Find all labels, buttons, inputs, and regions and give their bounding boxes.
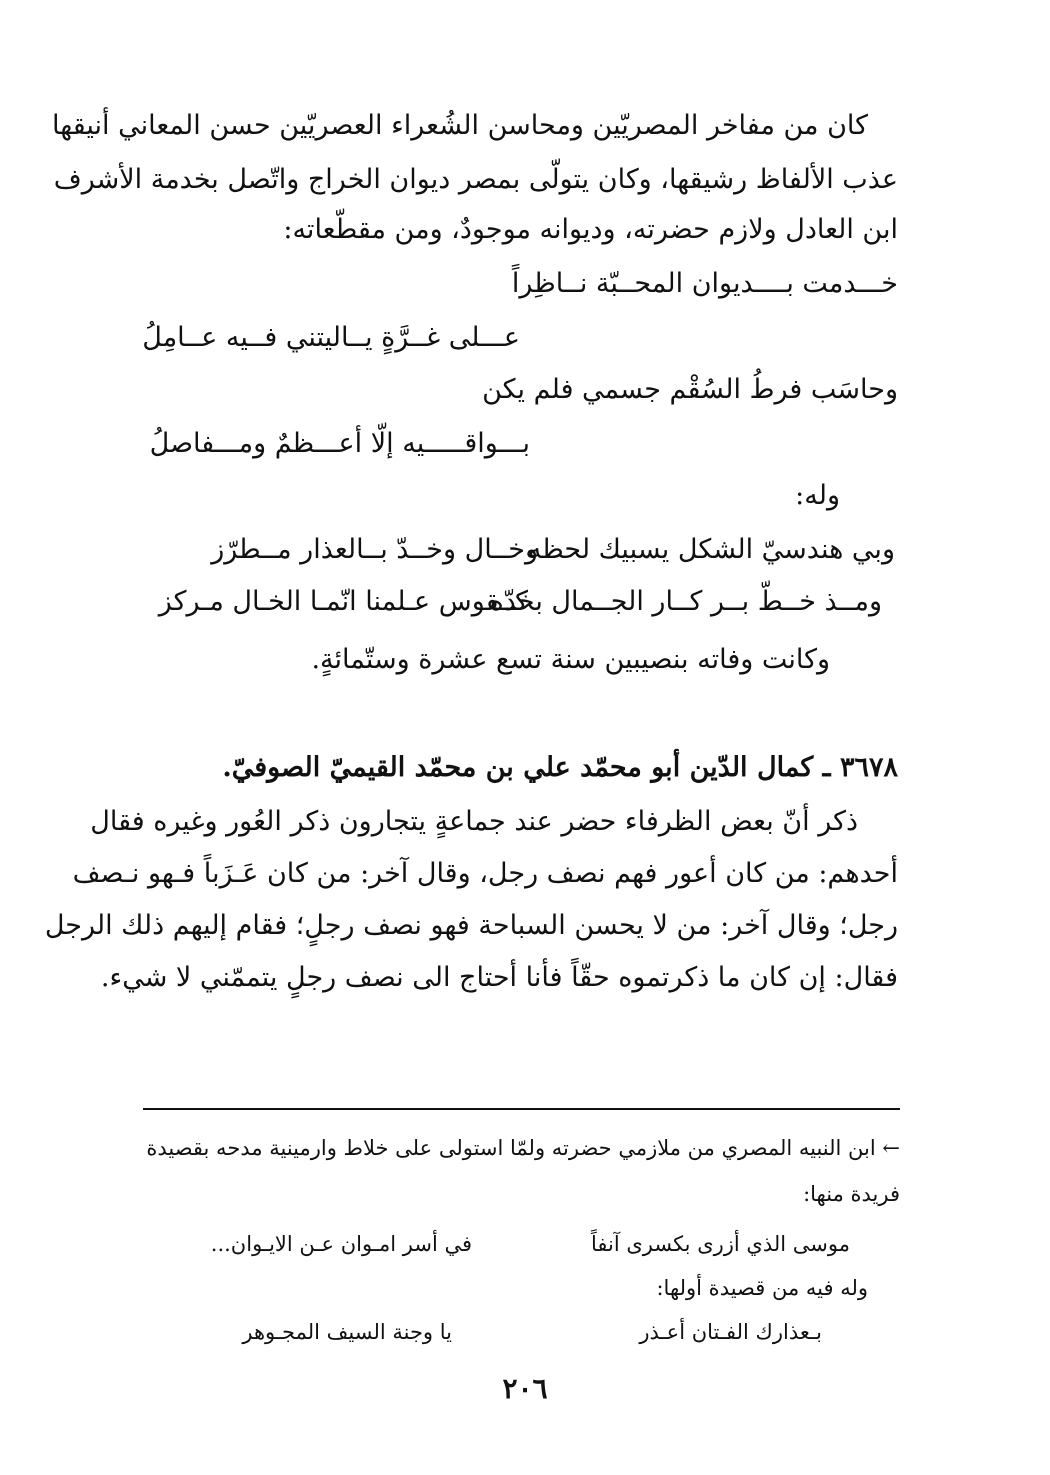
footnote-separator xyxy=(143,1108,900,1110)
poem2-line-1-second: وخــال وخــدّ بــالعذار مــطرّز xyxy=(211,534,538,565)
entry-line-3: رجل؛ وقال آخر: من لا يحسن السباحة فهو نصف رجلٍ؛ فقام إليهم ذلك الرجل xyxy=(44,910,898,941)
poem1-line-2: عـــلى غــرَّةٍ يــاليتني فــيه عــامِلُ xyxy=(142,322,520,353)
wa-lahu-label: وله: xyxy=(795,480,840,511)
poem2-line-1-first: وبي هندسيّ الشكل يسبيك لحظه xyxy=(527,534,895,565)
entry-line-4: فقال: إن كان ما ذكرتموه حقّاً فأنا أحتاج الى نصف رجلٍ يتممّني لا شيء. xyxy=(100,962,898,993)
poem1-line-3: وحاسَب فرطُ السُقْم جسمي فلم يكن xyxy=(482,374,898,405)
footnote-mid-line: وله فيه من قصيدة أولها: xyxy=(656,1276,868,1300)
poem1-line-1: خـــدمت بــــديوان المحــبّة نــاظِراً xyxy=(511,268,898,299)
poem1-line-4: بـــواقـــــيه إلّا أعـــظمٌ ومـــفاصلُ xyxy=(149,428,530,459)
footnote-line-2: فريدة منها: xyxy=(803,1182,900,1206)
footnote-verse1-second: في أسر امـوان عـن الايـوان... xyxy=(210,1232,472,1256)
footnote-line-1: ← ابن النبيه المصري من ملازمي حضرته ولمّا استولى على خلاط وارمينية مدحه بقصيدة xyxy=(146,1136,900,1160)
death-line: وكانت وفاته بنصيبين سنة تسع عشرة وستّمائةٍ. xyxy=(311,644,830,675)
page-number: ٢٠٦ xyxy=(502,1372,548,1405)
poem2-line-2-second: كــقوس عـلمنا انّمـا الخـال مـركز xyxy=(158,586,528,617)
entry-line-2: أحدهم: من كان أعور فهم نصف رجل، وقال آخر: من كان عَـزَباً فـهو نـصف xyxy=(72,858,898,889)
poem2-line-2-first: ومــذ خــطّ بــر كــار الجــمال بخدّه xyxy=(489,586,882,617)
bio-line-3: ابن العادل ولازم حضرته، وديوانه موجودٌ، ومن مقطّعاته: xyxy=(283,214,898,245)
footnote-verse2-first: بـعذارك الفـتان أعـذر xyxy=(639,1320,822,1344)
footnote-verse2-second: يا وجنة السيف المجـوهر xyxy=(242,1320,452,1344)
footnote-verse1-first: موسى الذي أزرى بكسرى آنفاً xyxy=(590,1232,850,1256)
entry-heading: ٣٦٧٨ ـ كمال الدّين أبو محمّد علي بن محمّد القيميّ الصوفيّ. xyxy=(222,752,898,783)
bio-line-2: عذب الألفاظ رشيقها، وكان يتولّى بمصر ديوان الخراج واتّصل بخدمة الأشرف xyxy=(53,164,898,195)
entry-line-1: ذكر أنّ بعض الظرفاء حضر عند جماعةٍ يتجارون ذكر العُور وغيره فقال xyxy=(90,806,858,837)
bio-line-1: كان من مفاخر المصريّين ومحاسن الشُعراء العصريّين حسن المعاني أنيقها xyxy=(52,110,868,141)
